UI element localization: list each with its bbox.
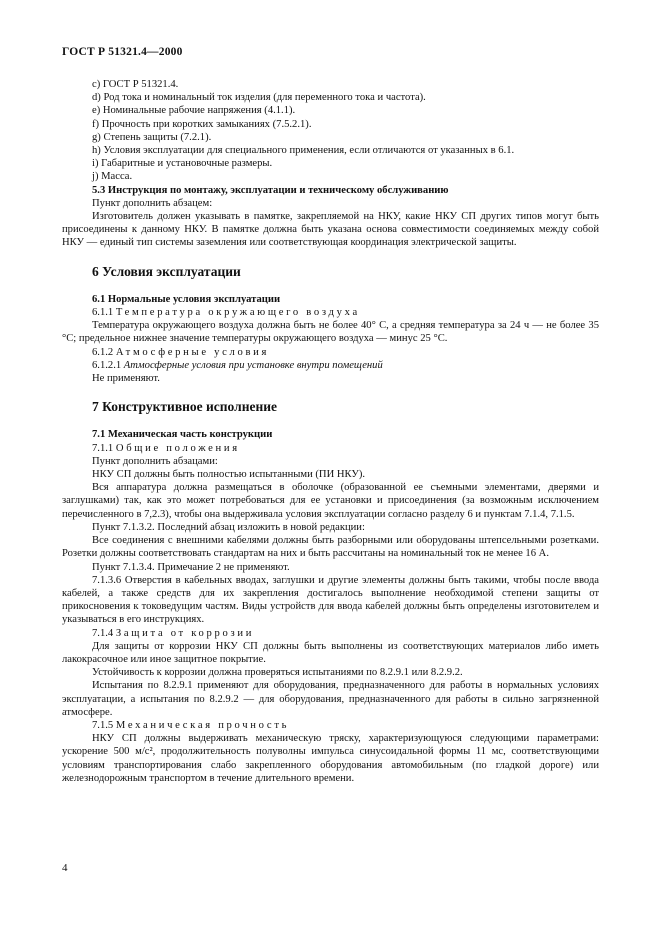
subsection-7-1-1 <box>62 442 599 455</box>
list-item: g) Степень защиты (7.2.1). <box>92 131 212 143</box>
subsection-title: Температура окружающего воздуха <box>115 307 360 319</box>
subsection-title: Атмосферные условия <box>115 346 270 358</box>
subsection-number: 7.1.1 <box>92 442 116 454</box>
subsection-title: Защита от коррозии <box>115 627 255 639</box>
paragraph: Изготовитель должен указывать в памятке, закрепляемой на НКУ, какие НКУ СП других типов могут быть присоединены к данному НКУ. В памятке должна быть указана основа совместимости соединяемых между собой НКУ — единый тип системы заземления или соответствующая координация электрической защиты. <box>62 211 599 249</box>
document-header: ГОСТ Р 51321.4—2000 <box>62 46 183 58</box>
list-item: c) ГОСТ Р 51321.4. <box>92 79 179 90</box>
section-7-1-title: 7.1 Механическая часть конструкции <box>92 429 273 441</box>
list-item: i) Габаритные и установочные размеры. <box>92 158 273 170</box>
paragraph: Испытания по 8.2.9.1 применяют для оборудования, предназначенного для работы в нормальных условиях эксплуатации, а испытания по 8.2.9.2 — для оборудования, предназначенного для работы в сильно загрязненной атмосфере. <box>62 680 599 718</box>
section-5-3-title: 5.3 Инструкция по монтажу, эксплуатации и техническому обслуживанию <box>92 184 449 196</box>
page-number: 4 <box>62 862 68 874</box>
paragraph: Пункт дополнить абзацами: <box>92 455 218 467</box>
paragraph: Вся аппаратура должна размещаться в оболочке (образованной ее съемными элементами, дверями и заглушками) так, как это может потребоваться для ее установки и присоединения (за возможным исключением перечисленного в 7,2.3), чтобы она выдерживала условия эксплуатации согласно разделу 6 и пунктам 7.1.4, 7.1.5. <box>62 482 599 520</box>
paragraph: Пункт дополнить абзацем: <box>92 197 213 209</box>
paragraph: Для защиты от коррозии НКУ СП должны быть выполнены из соответствующих материалов либо иметь лакокрасочное или иное защитное покрытие. <box>62 640 599 665</box>
subsection-6-1-2-1 <box>62 359 599 372</box>
paragraph: Устойчивость к коррозии должна проверяться испытаниями по 8.2.9.1 или 8.2.9.2. <box>92 667 463 679</box>
paragraph: НКУ СП должны выдерживать механическую тряску, характеризующуюся следующими параметрами: ускорение 500 м/с², продолжительность полуволны импульса синусоидальной формы 11 мс, соответствующими условиям транспортирования слабо закрепленного оборудования автомобильным (по гладкой дороге) или железнодорожным транспортом в течение длительного времени. <box>62 733 599 784</box>
subsection-6-1-2 <box>62 346 599 359</box>
paragraph: НКУ СП должны быть полностью испытанными (ПИ НКУ). <box>92 469 366 481</box>
subsection-7-1-5 <box>62 719 599 732</box>
subsection-title: Общие положения <box>115 442 240 454</box>
subsection-number: 6.1.2.1 <box>92 359 124 371</box>
list-item: e) Номинальные рабочие напряжения (4.1.1). <box>92 105 296 117</box>
paragraph: Пункт 7.1.3.4. Примечание 2 не применяют. <box>92 561 290 573</box>
list-item: h) Условия эксплуатации для специального применения, если отличаются от указанных в 6.1. <box>92 145 515 157</box>
list-item: d) Род тока и номинальный ток изделия (для переменного тока и частота). <box>92 92 426 104</box>
paragraph: Температура окружающего воздуха должна быть не более 40° С, а средняя температура за 24 ч — не более 35 °С; предельное нижнее значение температуры окружающего воздуха — минус 25 °С. <box>62 320 599 345</box>
chapter-6-heading: 6 Условия эксплуатации <box>92 263 241 279</box>
subsection-title: Механическая прочность <box>115 719 290 731</box>
paragraph: Не применяют. <box>92 373 160 385</box>
chapter-7-heading: 7 Конструктивное исполнение <box>92 399 278 415</box>
subsection-number: 6.1.1 <box>92 307 116 319</box>
subsection-number: 7.1.4 <box>92 627 116 639</box>
subsection-title: Атмосферные условия при установке внутри помещений <box>123 359 383 371</box>
subsection-number: 7.1.5 <box>92 719 116 731</box>
paragraph: Все соединения с внешними кабелями должны быть разборными или оборудованы штепсельными розетками. Розетки должны соответствовать стандартам на них и быть рассчитаны на номинальный ток не менее 16 А. <box>62 535 599 560</box>
page-content <box>62 78 599 785</box>
list-item: f) Прочность при коротких замыканиях (7.5.2.1). <box>92 118 312 130</box>
paragraph: Пункт 7.1.3.2. Последний абзац изложить в новой редакции: <box>92 521 365 533</box>
subsection-7-1-4 <box>62 627 599 640</box>
subsection-number: 6.1.2 <box>92 346 116 358</box>
subsection-6-1-1 <box>62 306 599 319</box>
section-6-1-title: 6.1 Нормальные условия эксплуатации <box>92 293 281 305</box>
list-item: j) Масса. <box>92 171 133 183</box>
paragraph: 7.1.3.6 Отверстия в кабельных вводах, заглушки и другие элементы должны быть такими, чтобы после ввода кабелей, а также средств для их закрепления достигалось выполнение необходимой степени защиты от прикосновения к токоведущим частям. Виды устройств для ввода кабелей должны быть определены изготовителем и указываться в его инструкциях. <box>62 574 599 626</box>
